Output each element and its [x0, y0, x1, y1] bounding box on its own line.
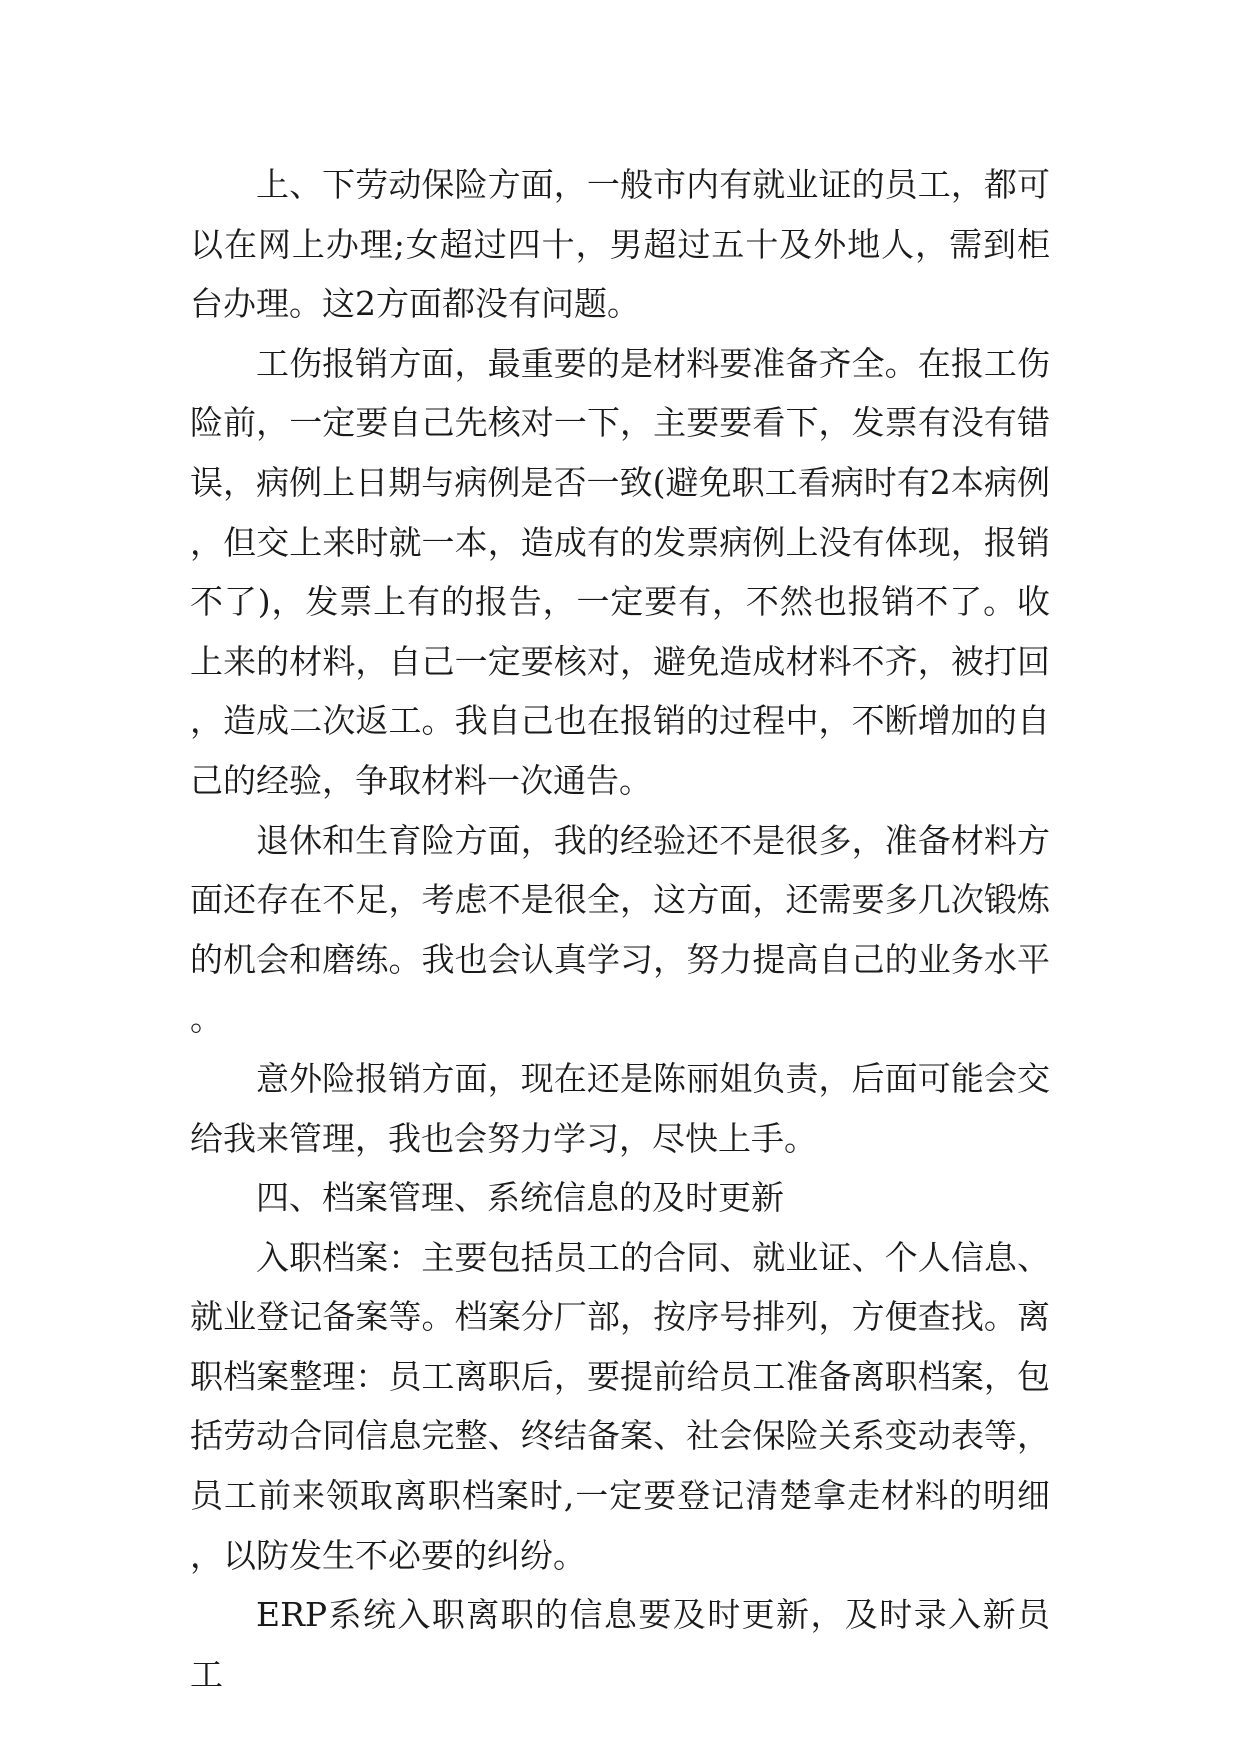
section-heading-archives: 四、档案管理、系统信息的及时更新	[256, 1178, 784, 1218]
paragraph-retirement-maternity: 退休和生育险方面，我的经验还不是很多，准备材料方面还存在不足，考虑不是很全，这方面，还需要多几次锻炼的机会和磨练。我也会认真学习，努力提高自己的业务水平。	[190, 820, 1050, 1039]
paragraph-injury-reimbursement: 工伤报销方面，最重要的是材料要准备齐全。在报工伤险前，一定要自己先核对一下，主要要看下，发票有没有错误，病例上日期与病例是否一致(避免职工看病时有2本病例，但交上来时就一本，造成有的发票病例上没有体现，报销不了)，发票上有的报告，一定要有，不然也报销不了。收上来的材料，自己一定要核对，避免造成材料不齐，被打回，造成二次返工。我自己也在报销的过程中，不断增加的自己的经验，争取材料一次通告。	[190, 343, 1050, 800]
paragraph-erp-system: ERP系统入职离职的信息要及时更新，及时录入新员工	[190, 1595, 1050, 1694]
paragraph-labor-insurance: 上、下劳动保险方面，一般市内有就业证的员工，都可以在网上办理;女超过四十，男超过五十及外地人，需到柜台办理。这2方面都没有问题。	[190, 165, 1050, 324]
paragraph-accident-insurance: 意外险报销方面，现在还是陈丽姐负责，后面可能会交给我来管理，我也会努力学习，尽快上手。	[190, 1058, 1050, 1158]
document-page	[190, 155, 1050, 1704]
paragraph-onboarding-archives: 入职档案：主要包括员工的合同、就业证、个人信息、就业登记备案等。档案分厂部，按序号排列，方便查找。离职档案整理：员工离职后，要提前给员工准备离职档案，包括劳动合同信息完整、终结备案、社会保险关系变动表等，员工前来领取离职档案时,一定要登记清楚拿走材料的明细，以防发生不必要的纠纷。	[190, 1237, 1050, 1575]
